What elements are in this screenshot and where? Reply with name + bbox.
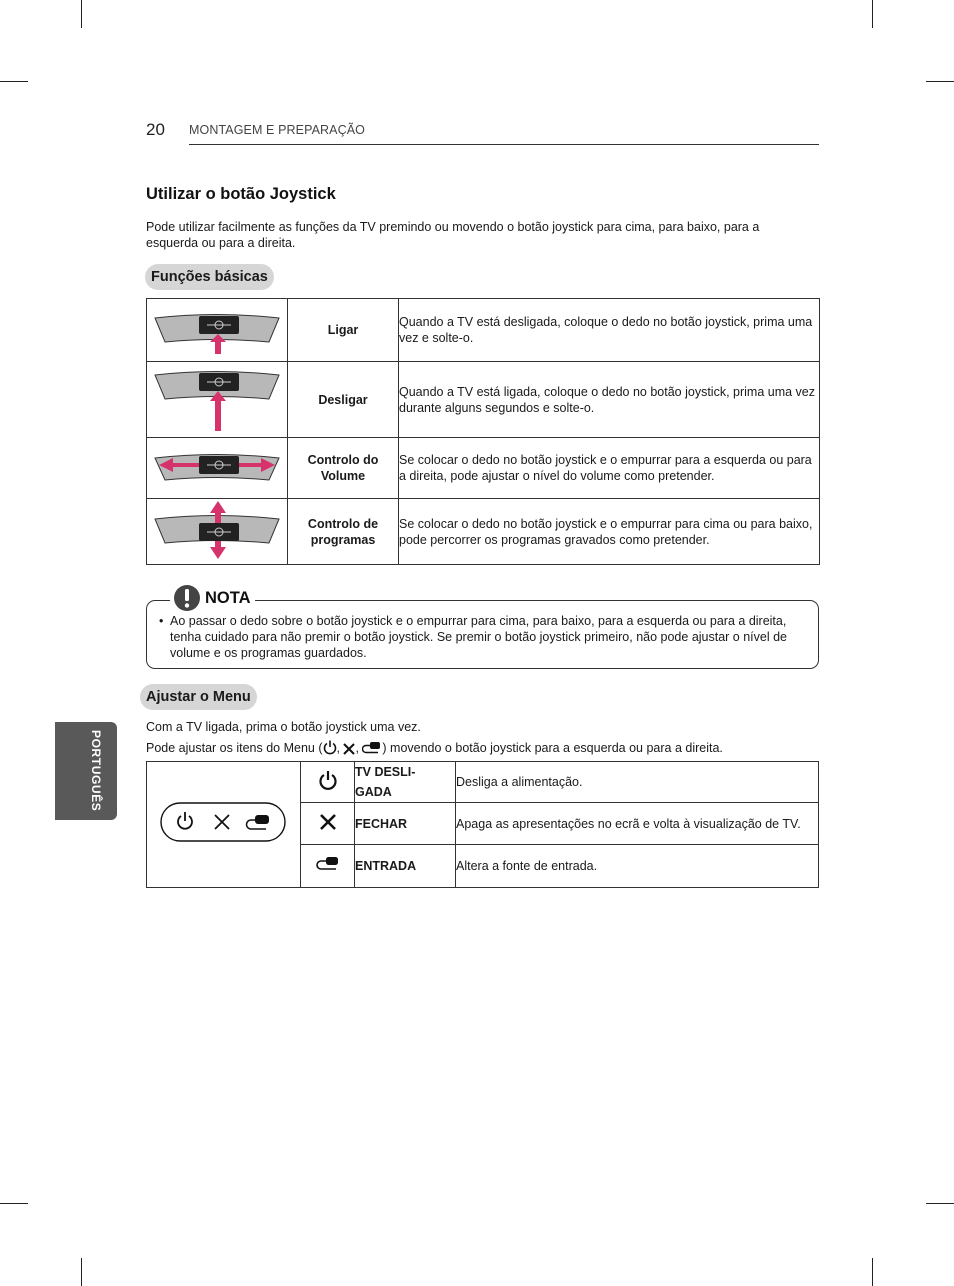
menu-description: Altera a fonte de entrada. bbox=[456, 845, 819, 888]
close-icon bbox=[343, 743, 355, 755]
table-row bbox=[147, 438, 820, 499]
menu-instruction-end: ) movendo o botão joystick para a esquerda ou para a direita. bbox=[382, 741, 723, 755]
note-item bbox=[159, 613, 809, 661]
function-label: Ligar bbox=[288, 299, 399, 362]
table-row bbox=[147, 299, 820, 362]
intro-paragraph: Pode utilizar facilmente as funções da TV premindo ou movendo o botão joystick para cima, para baixo, para a esquerda ou para a direita. bbox=[146, 220, 760, 250]
menu-label bbox=[355, 762, 456, 803]
menu-label-line: TV DESLI- bbox=[355, 765, 416, 779]
menu-label: ENTRADA bbox=[355, 845, 456, 888]
table-row bbox=[147, 762, 819, 803]
function-description: Quando a TV está desligada, coloque o dedo no botão joystick, prima uma vez e solte-o. bbox=[399, 299, 820, 362]
separator: , bbox=[355, 741, 363, 755]
language-tab-label: PORTUGUÊS bbox=[89, 730, 103, 812]
input-icon bbox=[362, 741, 382, 755]
menu-label: FECHAR bbox=[355, 803, 456, 845]
function-description: Se colocar o dedo no botão joystick e o empurrar para a esquerda ou para a direita, pode ajustar o nível do volume como pretender. bbox=[399, 438, 820, 499]
header-rule bbox=[189, 144, 819, 145]
joystick-hold-icon bbox=[147, 362, 288, 438]
crop-mark bbox=[81, 1258, 82, 1286]
function-label: Desligar bbox=[288, 362, 399, 438]
menu-instruction-1: Com a TV ligada, prima o botão joystick uma vez. bbox=[146, 720, 421, 734]
note-title: NOTA bbox=[205, 588, 251, 607]
page-number: 20 bbox=[146, 120, 165, 139]
crop-mark bbox=[0, 81, 28, 82]
language-tab bbox=[55, 722, 117, 820]
menu-table bbox=[146, 761, 819, 888]
crop-mark bbox=[926, 1203, 954, 1204]
basic-functions-table bbox=[146, 298, 820, 565]
crop-mark bbox=[0, 1203, 28, 1204]
note-header bbox=[170, 584, 255, 612]
running-header: MONTAGEM E PREPARAÇÃO bbox=[189, 123, 365, 137]
crop-mark bbox=[926, 81, 954, 82]
table-row bbox=[147, 499, 820, 565]
menu-instruction-2 bbox=[146, 740, 723, 756]
joystick-press-icon bbox=[147, 299, 288, 362]
close-icon bbox=[301, 803, 355, 845]
menu-label-line: GADA bbox=[355, 785, 392, 799]
menu-heading: Ajustar o Menu bbox=[140, 684, 257, 710]
power-icon bbox=[301, 762, 355, 803]
exclamation-icon bbox=[174, 585, 200, 611]
crop-mark bbox=[81, 0, 82, 28]
menu-buttons-icon bbox=[160, 802, 288, 844]
joystick-left-right-icon bbox=[147, 438, 288, 499]
menu-description: Apaga as apresentações no ecrã e volta à visualização de TV. bbox=[456, 803, 819, 845]
function-description: Quando a TV está ligada, coloque o dedo no botão joystick, prima uma vez durante alguns segundos e solte-o. bbox=[399, 362, 820, 438]
table-row bbox=[147, 362, 820, 438]
menu-instruction-start: Pode ajustar os itens do Menu ( bbox=[146, 741, 323, 755]
section-title: Utilizar o botão Joystick bbox=[146, 185, 336, 203]
separator: , bbox=[336, 741, 344, 755]
joystick-up-down-icon bbox=[147, 499, 288, 565]
function-description: Se colocar o dedo no botão joystick e o empurrar para cima ou para baixo, pode percorrer os programas gravados como pretender. bbox=[399, 499, 820, 565]
crop-mark bbox=[872, 1258, 873, 1286]
note-text: Ao passar o dedo sobre o botão joystick e o empurrar para cima, para baixo, para a esquerda ou para a direita, tenha cuidado para não premir o botão joystick. Se premir o botão joystick primeiro, não pode ajustar o nível de volume e os programas guardados. bbox=[170, 614, 788, 660]
menu-display-illustration bbox=[147, 762, 301, 888]
menu-description: Desliga a alimentação. bbox=[456, 762, 819, 803]
function-label: Controlo de programas bbox=[288, 499, 399, 565]
bullet: • bbox=[159, 614, 164, 628]
crop-mark bbox=[872, 0, 873, 28]
input-icon bbox=[301, 845, 355, 888]
function-label: Controlo do Volume bbox=[288, 438, 399, 499]
basic-functions-heading: Funções básicas bbox=[145, 264, 274, 290]
power-icon bbox=[323, 740, 337, 755]
